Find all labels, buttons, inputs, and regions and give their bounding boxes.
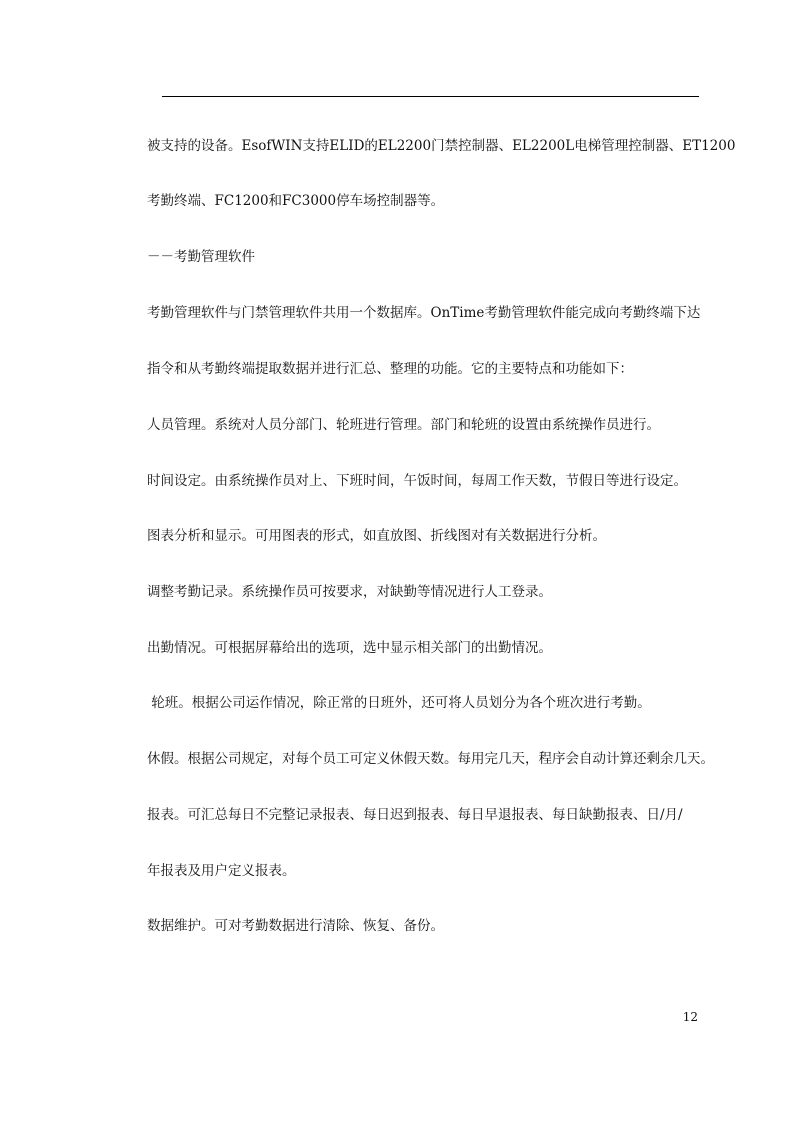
feature-reports-continued: 年报表及用户定义报表。 bbox=[147, 863, 296, 879]
body-line-5: 指令和从考勤终端提取数据并进行汇总、整理的功能。它的主要特点和功能如下： bbox=[147, 361, 633, 377]
feature-adjust-records: 调整考勤记录。系统操作员可按要求，对缺勤等情况进行人工登录。 bbox=[147, 584, 552, 600]
page-number: 12 bbox=[682, 1010, 698, 1024]
feature-data-maintenance: 数据维护。可对考勤数据进行清除、恢复、备份。 bbox=[147, 918, 444, 934]
body-line-1: 被支持的设备。EsofWIN支持ELID的EL2200门禁控制器、EL2200L电梯管理控制器、ET1200 bbox=[147, 138, 736, 154]
body-line-4: 考勤管理软件与门禁管理软件共用一个数据库。OnTime考勤管理软件能完成向考勤终端下达 bbox=[147, 305, 701, 321]
feature-leave: 休假。根据公司规定，对每个员工可定义休假天数。每用完几天，程序会自动计算还剩余几天。 bbox=[147, 751, 714, 767]
feature-reports: 报表。可汇总每日不完整记录报表、每日迟到报表、每日早退报表、每日缺勤报表、日/月/ bbox=[147, 807, 683, 823]
feature-time-settings: 时间设定。由系统操作员对上、下班时间，午饭时间，每周工作天数，节假日等进行设定。 bbox=[147, 473, 687, 489]
feature-chart-analysis: 图表分析和显示。可用图表的形式，如直放图、折线图对有关数据进行分析。 bbox=[147, 528, 606, 544]
feature-shifts: 轮班。根据公司运作情况，除正常的日班外，还可将人员划分为各个班次进行考勤。 bbox=[147, 695, 651, 711]
feature-attendance-status: 出勤情况。可根据屏幕给出的选项，选中显示相关部门的出勤情况。 bbox=[147, 640, 552, 656]
header-rule bbox=[162, 96, 699, 97]
section-heading-attendance-software: －－考勤管理软件 bbox=[147, 249, 255, 265]
feature-personnel-management: 人员管理。系统对人员分部门、轮班进行管理。部门和轮班的设置由系统操作员进行。 bbox=[147, 417, 660, 433]
body-line-2: 考勤终端、FC1200和FC3000停车场控制器等。 bbox=[147, 193, 445, 209]
